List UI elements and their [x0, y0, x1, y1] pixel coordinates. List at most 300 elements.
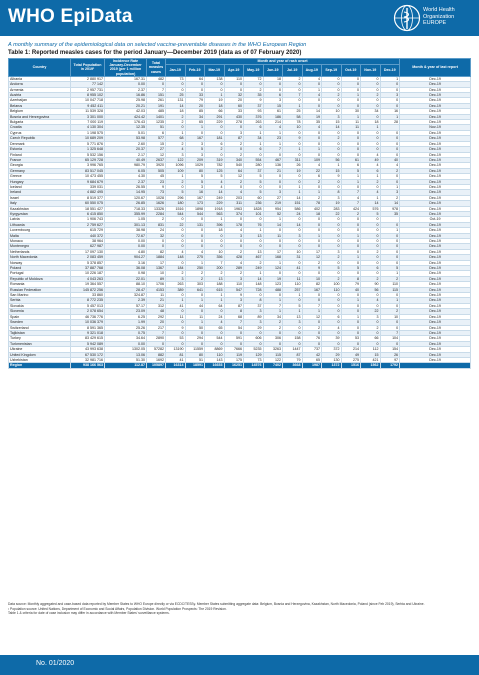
table-cell: 25 — [166, 93, 186, 98]
table-cell: 16314 — [166, 363, 186, 368]
col-header-month: Aug-19 — [302, 65, 322, 77]
table-cell: 340 — [224, 157, 244, 162]
table-cell: 0 — [283, 179, 303, 184]
table-cell: 20.21 — [105, 103, 147, 108]
table-cell: 4153 — [147, 287, 166, 292]
table-cell: 2 — [205, 147, 225, 152]
table-cell: 544 — [166, 211, 186, 216]
table-cell: 34 — [244, 136, 264, 141]
table-cell: Dec-19 — [400, 330, 471, 335]
table-cell: 0 — [302, 239, 322, 244]
table-cell: 2 — [380, 309, 400, 314]
table-cell: 4 — [166, 147, 186, 152]
table-cell: 26 — [380, 352, 400, 357]
table-cell: 0 — [205, 87, 225, 92]
table-cell: 2.17 — [105, 152, 147, 157]
table-cell: 38 964 — [71, 239, 105, 244]
table-cell: 0 — [302, 141, 322, 146]
table-cell: 19 — [205, 98, 225, 103]
table-cell: Dec-19 — [400, 347, 471, 352]
table-cell: 0 — [185, 130, 205, 135]
table-cell: 0 — [361, 271, 381, 276]
table-cell: 9 — [322, 174, 342, 179]
table-cell: 2 — [244, 260, 264, 265]
table-cell: 8869 — [205, 347, 225, 352]
table-cell: 1 — [341, 179, 361, 184]
table-cell: 78 — [283, 120, 303, 125]
table-cell: 0 — [283, 130, 303, 135]
table-cell: 0 — [147, 239, 166, 244]
table-cell: 0 — [361, 114, 381, 119]
table-cell: 13 — [244, 249, 264, 254]
col-header-month: Dec-19 — [380, 65, 400, 77]
table-cell: 627 987 — [71, 244, 105, 249]
table-cell: 1 — [283, 103, 303, 108]
table-cell: 1 — [283, 184, 303, 189]
table-cell: 3 996 765 — [71, 163, 105, 168]
table-cell: 2 — [263, 325, 283, 330]
table-cell: 0 — [263, 271, 283, 276]
table-cell: 0 — [361, 330, 381, 335]
table-cell: 37 — [244, 168, 264, 173]
table-cell: 4 — [205, 179, 225, 184]
country-name-cell: Switzerland — [9, 325, 71, 330]
table-cell: 0 — [283, 298, 303, 303]
table-cell: 18591 — [185, 363, 205, 368]
table-cell: 18 — [361, 120, 381, 125]
table-cell: 2 078 654 — [71, 309, 105, 314]
table-cell: 13 — [244, 233, 264, 238]
table-cell: 4 — [205, 320, 225, 325]
table-cell: 9 — [244, 98, 264, 103]
table-cell: 2 — [166, 120, 186, 125]
table-cell — [400, 363, 471, 368]
table-cell: 4 — [302, 125, 322, 130]
table-cell: 100 — [322, 282, 342, 287]
table-cell: 424 — [341, 206, 361, 211]
table-cell: 0 — [244, 184, 264, 189]
table-cell: Dec-19 — [400, 320, 471, 325]
table-cell: Dec-19 — [400, 114, 471, 119]
table-cell: 2890 — [147, 336, 166, 341]
table-cell: 5 378 857 — [71, 260, 105, 265]
table-cell: 33 — [224, 109, 244, 114]
table-cell: 3 — [283, 233, 303, 238]
table-cell: 5 — [244, 190, 264, 195]
table-cell: 2.37 — [105, 87, 147, 92]
table-cell: 0 — [341, 271, 361, 276]
table-cell: 5 942 089 — [71, 341, 105, 346]
table-cell: 0 — [185, 228, 205, 233]
table-cell: 12 — [224, 174, 244, 179]
table-cell: Dec-19 — [400, 287, 471, 292]
table-cell: 2 — [166, 114, 186, 119]
table-cell: 0 — [322, 82, 342, 87]
table-cell: Dec-19 — [400, 109, 471, 114]
table-cell: 0 — [166, 217, 186, 222]
table-cell: 0 — [341, 82, 361, 87]
table-cell: 0 — [185, 244, 205, 249]
table-cell: 275 — [341, 357, 361, 362]
table-cell: 0 — [380, 174, 400, 179]
table-cell: 1 — [185, 260, 205, 265]
table-cell: 0 — [361, 98, 381, 103]
table-cell: 728 — [244, 287, 264, 292]
table-cell: 428 — [224, 255, 244, 260]
table-cell: 4 — [224, 260, 244, 265]
table-cell: 34.64 — [105, 336, 147, 341]
table-cell: 89 — [147, 276, 166, 281]
table-cell: 0 — [205, 244, 225, 249]
table-cell: 0 — [263, 228, 283, 233]
table-cell: 0 — [380, 260, 400, 265]
table-cell: 35 — [380, 211, 400, 216]
table-cell: 236 — [244, 201, 264, 206]
table-cell: 278 — [224, 120, 244, 125]
table-cell: 0 — [283, 271, 303, 276]
table-cell: 1447 — [283, 347, 303, 352]
country-name-cell: Albania — [9, 76, 71, 81]
table-cell: 50 — [185, 325, 205, 330]
table-cell: 61 — [341, 157, 361, 162]
table-cell: 56 — [361, 287, 381, 292]
note-data-source: Data source: Monthly aggregated and case-based data reported by Member States to WHO Europe directly or via ECDC/TESSy. Member States submitting aggregate data: Belgium, Bosnia and Herzegovina, Kazakhstan, North Macedonia, Poland (since Feb 2019), Serbia and Ukraine. — [8, 602, 425, 606]
table-cell: 2 — [322, 276, 342, 281]
page-footer — [0, 655, 479, 675]
table-cell: 0 — [263, 174, 283, 179]
table-cell: 0 — [380, 222, 400, 227]
table-cell: 27 — [147, 147, 166, 152]
table-cell: 1 — [380, 184, 400, 189]
table-cell: 0 — [283, 141, 303, 146]
country-name-cell: Andorra — [9, 82, 71, 87]
table-cell: 65 — [205, 325, 225, 330]
table-cell: 0 — [205, 82, 225, 87]
table-cell: 0 — [380, 152, 400, 157]
country-name-cell: Czech Republic — [9, 136, 71, 141]
measles-cases-table — [8, 58, 471, 369]
table-cell: 0 — [322, 341, 342, 346]
table-cell: 7 — [147, 330, 166, 335]
table-cell: 60 — [224, 103, 244, 108]
table-cell: 154 — [380, 347, 400, 352]
table-cell: 0 — [283, 87, 303, 92]
table-cell: 4 — [361, 163, 381, 168]
table-cell: 10 — [380, 314, 400, 319]
table-cell: 8 772 235 — [71, 298, 105, 303]
col-header-country: Country — [9, 59, 71, 77]
table-cell: 3 — [263, 190, 283, 195]
table-cell: 0 — [205, 341, 225, 346]
table-cell: 0 — [283, 217, 303, 222]
table-cell: 0 — [341, 76, 361, 81]
table-cell: 26 — [283, 163, 303, 168]
who-emblem-icon — [393, 4, 421, 32]
country-name-cell: Croatia — [9, 125, 71, 130]
table-cell: 0 — [322, 87, 342, 92]
table-cell: 14 — [263, 222, 283, 227]
table-cell: 0 — [263, 184, 283, 189]
table-cell: 14 — [166, 103, 186, 108]
table-cell: 25.26 — [105, 325, 147, 330]
table-cell: 2 — [283, 76, 303, 81]
table-cell: 65 — [185, 120, 205, 125]
table-cell: 0 — [361, 233, 381, 238]
table-cell: 0 — [322, 228, 342, 233]
table-cell: 10 036 379 — [71, 320, 105, 325]
table-cell: 46 736 776 — [71, 314, 105, 319]
table-cell: 0 — [263, 82, 283, 87]
country-name-cell: Iceland — [9, 184, 71, 189]
table-cell: 904.27 — [105, 255, 147, 260]
table-cell: 0 — [205, 309, 225, 314]
table-cell: 10 — [147, 271, 166, 276]
table-cell: 5 — [185, 179, 205, 184]
table-cell: Dec-19 — [400, 157, 471, 162]
table-cell: 49 — [361, 157, 381, 162]
table-cell: 77 142 — [71, 82, 105, 87]
table-cell: 21 — [263, 168, 283, 173]
table-cell: 1372 — [322, 363, 342, 368]
who-logo-text: World Health Organization EUROPE — [423, 7, 455, 26]
table-cell: 301.13 — [105, 222, 147, 227]
table-cell: 2.60 — [105, 141, 147, 146]
table-cell: 311 — [283, 157, 303, 162]
table-cell: 184 — [166, 266, 186, 271]
table-cell: 0 — [361, 141, 381, 146]
table-cell: 4 — [224, 228, 244, 233]
table-cell: 45 — [147, 174, 166, 179]
country-name-cell: Slovakia — [9, 303, 71, 308]
table-cell: 0 — [380, 141, 400, 146]
table-cell: 35 — [244, 93, 264, 98]
table-cell: 4 — [361, 298, 381, 303]
table-cell: 261 — [147, 98, 166, 103]
table-cell: 5 457 013 — [71, 303, 105, 308]
table-cell: 0 — [283, 228, 303, 233]
table-cell: 1 — [283, 293, 303, 298]
table-cell: 36.08 — [105, 266, 147, 271]
table-cell: 0 — [322, 244, 342, 249]
measles-table-container — [8, 58, 470, 369]
table-cell: 2 — [322, 136, 342, 141]
table-cell: 257 — [283, 287, 303, 292]
table-cell: 0 — [361, 341, 381, 346]
table-cell: 64 — [224, 168, 244, 173]
table-cell: 3 — [380, 190, 400, 195]
table-cell: 3 — [322, 195, 342, 200]
table-cell: 5 — [244, 174, 264, 179]
table-cell: 17 — [302, 249, 322, 254]
table-cell: 129 — [244, 352, 264, 357]
table-cell: 35 — [302, 120, 322, 125]
table-cell: 7 — [263, 303, 283, 308]
table-cell: Dec-19 — [400, 276, 471, 281]
table-cell: 89 — [244, 314, 264, 319]
table-cell: 0 — [322, 309, 342, 314]
table-cell: 1 — [361, 174, 381, 179]
table-cell: 0 — [361, 76, 381, 81]
table-cell: 0 — [185, 217, 205, 222]
table-cell: 30 — [341, 109, 361, 114]
table-cell: 2637 — [147, 157, 166, 162]
table-cell: 0 — [283, 98, 303, 103]
table-cell: 312 — [147, 303, 166, 308]
table-cell: 0 — [283, 341, 303, 346]
table-cell: 66 — [205, 109, 225, 114]
table-cell: 214 — [263, 120, 283, 125]
table-cell: 5 — [166, 190, 186, 195]
table-cell: 32 — [147, 233, 166, 238]
table-cell: 0 — [341, 341, 361, 346]
table-cell: 4 — [322, 325, 342, 330]
table-cell: 110 — [205, 352, 225, 357]
table-cell: 1 — [205, 217, 225, 222]
table-cell: 145 872 256 — [71, 287, 105, 292]
table-cell: 122 — [263, 357, 283, 362]
table-cell: 615 — [205, 287, 225, 292]
table-cell: 1 — [263, 298, 283, 303]
table-cell: 13.06 — [105, 352, 147, 357]
table-cell: 0 — [185, 239, 205, 244]
table-cell: 32 — [224, 93, 244, 98]
table-cell: 4 882 495 — [71, 190, 105, 195]
table-cell: 8 519 377 — [71, 195, 105, 200]
table-cell: 219 — [263, 201, 283, 206]
table-cell: 5235 — [244, 347, 264, 352]
table-cell: 167 — [185, 195, 205, 200]
table-cell: 24 — [147, 228, 166, 233]
table-cell: Dec-19 — [400, 152, 471, 157]
table-cell: 0 — [263, 87, 283, 92]
table-cell: 3 — [224, 298, 244, 303]
table-cell: 79 — [283, 357, 303, 362]
table-cell: 577 — [147, 136, 166, 141]
table-cell: 3263 — [263, 347, 283, 352]
table-cell: 82 — [147, 249, 166, 254]
table-cell: 0 — [380, 293, 400, 298]
table-cell: 2.39 — [105, 298, 147, 303]
table-cell: 64 — [185, 76, 205, 81]
table-cell: 0 — [244, 217, 264, 222]
table-cell: 122 — [166, 157, 186, 162]
table-cell: 57.17 — [105, 303, 147, 308]
table-cell: Dec-19 — [400, 76, 471, 81]
table-cell: 0 — [302, 184, 322, 189]
table-cell: 14 — [244, 276, 264, 281]
table-cell: Dec-19 — [400, 266, 471, 271]
table-cell: 1 — [341, 314, 361, 319]
table-cell: 10 047 718 — [71, 98, 105, 103]
country-name-cell: Kyrgyzstan — [9, 211, 71, 216]
table-cell: Dec-19 — [400, 179, 471, 184]
table-cell: 5 — [341, 266, 361, 271]
table-cell: Dec-19 — [400, 336, 471, 341]
table-cell: 0 — [302, 228, 322, 233]
table-cell: 0 — [244, 341, 264, 346]
table-cell: 1096 — [166, 163, 186, 168]
table-cell: 0 — [341, 303, 361, 308]
table-cell: 110 — [380, 282, 400, 287]
note-criteria: Table 1 & criteria for date of case inclusion may differ in accordance with Member States' surveillance systems. — [8, 611, 170, 616]
table-cell: 978 — [380, 206, 400, 211]
table-cell: 0 — [244, 244, 264, 249]
table-cell: 68 — [166, 136, 186, 141]
table-cell: 0 — [224, 330, 244, 335]
table-cell: 0.00 — [105, 244, 147, 249]
table-cell: 0 — [224, 244, 244, 249]
table-cell: 3 — [224, 233, 244, 238]
table-cell: 88.10 — [105, 282, 147, 287]
table-cell: 3 — [185, 141, 205, 146]
table-cell: 51 — [147, 125, 166, 130]
table-cell: 3.16 — [105, 260, 147, 265]
table-cell: 6 — [244, 147, 264, 152]
table-cell: 78 — [302, 201, 322, 206]
table-cell: 5 — [341, 168, 361, 173]
table-cell: 14 — [283, 222, 303, 227]
table-cell: 33 860 — [71, 293, 105, 298]
table-cell: 0 — [361, 82, 381, 87]
table-cell: Dec-19 — [400, 130, 471, 135]
table-cell: 485 — [147, 109, 166, 114]
table-cell: 51.30 — [105, 357, 147, 362]
table-cell: 83 429 615 — [71, 336, 105, 341]
country-name-cell: Turkmenistan — [9, 341, 71, 346]
table-cell: 1 — [341, 93, 361, 98]
table-cell: 8 — [341, 276, 361, 281]
table-cell: 2 — [185, 276, 205, 281]
table-cell: 29 — [244, 325, 264, 330]
country-name-cell: Lithuania — [9, 222, 71, 227]
table-cell: 4 — [205, 184, 225, 189]
table-cell: 131 — [166, 98, 186, 103]
table-cell: 0 — [224, 239, 244, 244]
table-cell: 0 — [205, 233, 225, 238]
table-cell: 356 — [205, 255, 225, 260]
table-cell: 0 — [185, 82, 205, 87]
table-cell: 1367 — [147, 266, 166, 271]
col-header-last-report: Month & year of last report — [400, 59, 471, 77]
table-cell: Dec-19 — [400, 163, 471, 168]
table-cell: 4 — [166, 249, 186, 254]
country-name-cell: Turkey — [9, 336, 71, 341]
country-name-cell: Ukraine — [9, 347, 71, 352]
table-cell: 10 226 187 — [71, 271, 105, 276]
col-header-incidence: Incidence Rate January-December 2019 (per 1 million population) — [105, 59, 147, 77]
table-cell: 0 — [341, 330, 361, 335]
country-name-cell: Italy — [9, 201, 71, 206]
table-cell: 0 — [341, 184, 361, 189]
table-cell: 0.00 — [105, 82, 147, 87]
table-cell: 6.05 — [105, 168, 147, 173]
table-cell: 289 — [224, 266, 244, 271]
table-cell: 76 — [302, 336, 322, 341]
table-cell: Dec-19 — [400, 190, 471, 195]
table-cell: 2 — [361, 325, 381, 330]
table-cell: 0 — [302, 244, 322, 249]
table-cell: 22 — [322, 211, 342, 216]
table-cell: 0 — [224, 125, 244, 130]
table-cell: 0 — [224, 217, 244, 222]
table-cell: 0 — [341, 320, 361, 325]
table-cell: 0 — [341, 147, 361, 152]
table-cell: 2 957 731 — [71, 87, 105, 92]
table-cell: 0 — [166, 320, 186, 325]
table-cell: 110 — [283, 282, 303, 287]
table-cell: 1 — [361, 125, 381, 130]
country-name-cell: Kazakhstan — [9, 206, 71, 211]
